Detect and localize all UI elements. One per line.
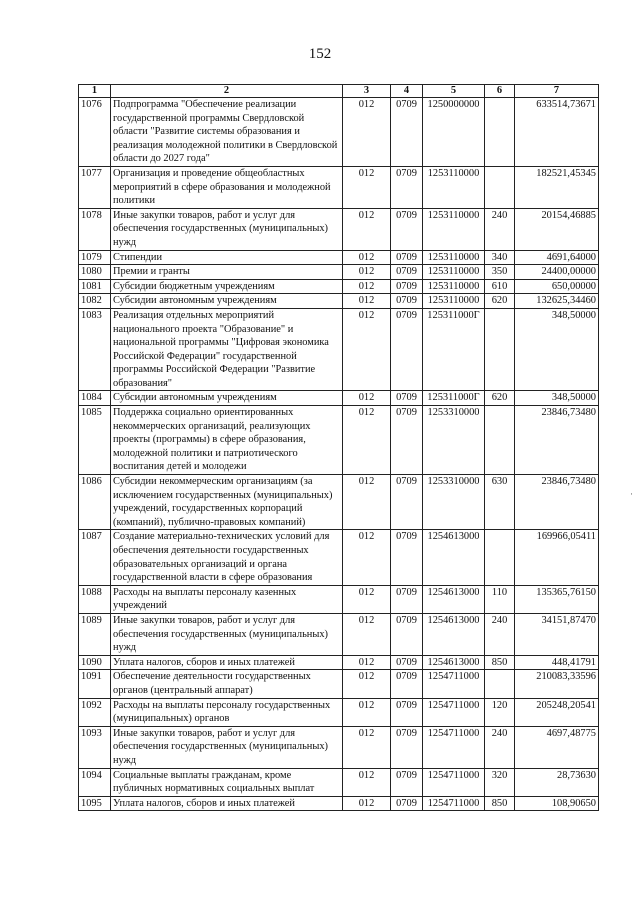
row-amount: 4697,48775	[515, 726, 599, 768]
row-code-6: 630	[485, 475, 515, 530]
row-code-3: 012	[343, 208, 391, 250]
table-row	[79, 475, 599, 530]
row-code-5: 1254613000	[423, 613, 485, 655]
row-code-5: 1250000000	[423, 98, 485, 167]
row-code-3: 012	[343, 406, 391, 475]
row-code-6	[485, 670, 515, 698]
row-name: Субсидии бюджетным учреждениям	[111, 279, 343, 294]
row-amount: 135365,76150	[515, 585, 599, 613]
row-number: 1086	[79, 475, 111, 530]
row-code-4: 0709	[391, 265, 423, 280]
row-code-6	[485, 406, 515, 475]
row-code-3: 012	[343, 294, 391, 309]
row-code-4: 0709	[391, 208, 423, 250]
row-code-3: 012	[343, 530, 391, 585]
row-code-3: 012	[343, 475, 391, 530]
table-row	[79, 250, 599, 265]
column-header-6: 6	[485, 85, 515, 98]
row-code-6: 240	[485, 208, 515, 250]
row-name: Расходы на выплаты персоналу казенных учреждений	[111, 585, 343, 613]
table-header	[79, 85, 599, 98]
row-code-3: 012	[343, 250, 391, 265]
row-code-6: 850	[485, 796, 515, 811]
row-code-6: 620	[485, 391, 515, 406]
table-row	[79, 208, 599, 250]
row-number: 1077	[79, 166, 111, 208]
row-code-3: 012	[343, 166, 391, 208]
row-code-4: 0709	[391, 613, 423, 655]
row-code-6	[485, 530, 515, 585]
row-code-5: 125311000Г	[423, 391, 485, 406]
row-amount: 205248,20541	[515, 698, 599, 726]
row-code-4: 0709	[391, 250, 423, 265]
column-header-2: 2	[111, 85, 343, 98]
table-row	[79, 613, 599, 655]
row-code-5: 1254711000	[423, 768, 485, 796]
row-name: Создание материально-технических условий для обеспечения деятельности государственных образовательных организаций и органа государственной власти в сфере образования	[111, 530, 343, 585]
table-row	[79, 698, 599, 726]
row-name: Премии и гранты	[111, 265, 343, 280]
row-code-4: 0709	[391, 585, 423, 613]
row-code-5: 1253110000	[423, 279, 485, 294]
row-code-5: 1253110000	[423, 208, 485, 250]
row-code-3: 012	[343, 613, 391, 655]
row-number: 1082	[79, 294, 111, 309]
row-amount: 34151,87470	[515, 613, 599, 655]
row-code-3: 012	[343, 585, 391, 613]
budget-table	[78, 84, 599, 811]
row-name: Уплата налогов, сборов и иных платежей	[111, 655, 343, 670]
row-code-3: 012	[343, 391, 391, 406]
row-code-4: 0709	[391, 768, 423, 796]
row-code-4: 0709	[391, 308, 423, 391]
row-code-3: 012	[343, 768, 391, 796]
row-code-4: 0709	[391, 726, 423, 768]
column-header-5: 5	[423, 85, 485, 98]
row-name: Обеспечение деятельности государственных органов (центральный аппарат)	[111, 670, 343, 698]
row-code-5: 1254613000	[423, 585, 485, 613]
table-row	[79, 98, 599, 167]
table-row	[79, 655, 599, 670]
row-number: 1079	[79, 250, 111, 265]
row-code-4: 0709	[391, 166, 423, 208]
row-amount: 448,41791	[515, 655, 599, 670]
row-amount: 108,90650	[515, 796, 599, 811]
row-amount: 650,00000	[515, 279, 599, 294]
row-name: Иные закупки товаров, работ и услуг для обеспечения государственных (муниципальных) нужд	[111, 613, 343, 655]
row-name: Иные закупки товаров, работ и услуг для обеспечения государственных (муниципальных) нужд	[111, 726, 343, 768]
table-row	[79, 530, 599, 585]
row-name: Уплата налогов, сборов и иных платежей	[111, 796, 343, 811]
row-amount: 23846,73480	[515, 406, 599, 475]
row-code-5: 1254711000	[423, 670, 485, 698]
row-number: 1083	[79, 308, 111, 391]
row-code-4: 0709	[391, 98, 423, 167]
row-code-6	[485, 308, 515, 391]
header-row	[79, 85, 599, 98]
row-code-5: 1253110000	[423, 250, 485, 265]
table-body	[79, 98, 599, 811]
row-number: 1076	[79, 98, 111, 167]
row-code-5: 1253110000	[423, 294, 485, 309]
row-code-3: 012	[343, 265, 391, 280]
table-row	[79, 391, 599, 406]
row-code-4: 0709	[391, 530, 423, 585]
row-amount: 24400,00000	[515, 265, 599, 280]
table-row	[79, 265, 599, 280]
row-code-5: 1254711000	[423, 726, 485, 768]
row-number: 1094	[79, 768, 111, 796]
row-name: Подпрограмма "Обеспечение реализации государственной программы Свердловской области "Развитие системы образования и реализация молодежной политики в Свердловской области до 2027 года"	[111, 98, 343, 167]
row-number: 1091	[79, 670, 111, 698]
row-amount: 20154,46885	[515, 208, 599, 250]
row-name: Стипендии	[111, 250, 343, 265]
row-code-6: 240	[485, 613, 515, 655]
row-code-6: 120	[485, 698, 515, 726]
row-amount: 348,50000	[515, 308, 599, 391]
table-row	[79, 726, 599, 768]
column-header-7: 7	[515, 85, 599, 98]
row-number: 1093	[79, 726, 111, 768]
row-amount: 132625,34460	[515, 294, 599, 309]
row-name: Субсидии автономным учреждениям	[111, 294, 343, 309]
table-row	[79, 294, 599, 309]
row-number: 1092	[79, 698, 111, 726]
table-row	[79, 279, 599, 294]
row-code-5: 1253310000	[423, 475, 485, 530]
row-number: 1084	[79, 391, 111, 406]
row-number: 1085	[79, 406, 111, 475]
row-code-6: 240	[485, 726, 515, 768]
row-name: Субсидии некоммерческим организациям (за исключением государственных (муниципальных) учреждений, государственных корпораций (компаний), публично-правовых компаний)	[111, 475, 343, 530]
table-row	[79, 308, 599, 391]
row-name: Иные закупки товаров, работ и услуг для обеспечения государственных (муниципальных) нужд	[111, 208, 343, 250]
row-number: 1087	[79, 530, 111, 585]
row-code-4: 0709	[391, 655, 423, 670]
row-code-6: 320	[485, 768, 515, 796]
row-number: 1090	[79, 655, 111, 670]
row-code-4: 0709	[391, 279, 423, 294]
row-code-4: 0709	[391, 698, 423, 726]
row-amount: 633514,73671	[515, 98, 599, 167]
row-code-4: 0709	[391, 796, 423, 811]
column-header-1: 1	[79, 85, 111, 98]
row-code-6: 110	[485, 585, 515, 613]
table-row	[79, 768, 599, 796]
row-code-3: 012	[343, 279, 391, 294]
table-row	[79, 166, 599, 208]
row-number: 1081	[79, 279, 111, 294]
row-amount: 210083,33596	[515, 670, 599, 698]
row-amount: 182521,45345	[515, 166, 599, 208]
row-amount: 4691,64000	[515, 250, 599, 265]
margin-mark: ·	[630, 489, 633, 499]
row-code-4: 0709	[391, 406, 423, 475]
row-number: 1089	[79, 613, 111, 655]
row-code-4: 0709	[391, 475, 423, 530]
row-name: Поддержка социально ориентированных некоммерческих организаций, реализующих проекты (программы) в сфере образования, молодежной политики и патриотического воспитания детей и молодежи	[111, 406, 343, 475]
row-number: 1078	[79, 208, 111, 250]
row-code-6	[485, 166, 515, 208]
table-row	[79, 670, 599, 698]
row-name: Расходы на выплаты персоналу государственных (муниципальных) органов	[111, 698, 343, 726]
row-code-3: 012	[343, 726, 391, 768]
row-number: 1095	[79, 796, 111, 811]
row-amount: 348,50000	[515, 391, 599, 406]
row-code-6: 610	[485, 279, 515, 294]
row-code-5: 1253110000	[423, 166, 485, 208]
row-code-3: 012	[343, 655, 391, 670]
row-code-3: 012	[343, 670, 391, 698]
row-code-6: 350	[485, 265, 515, 280]
row-name: Субсидии автономным учреждениям	[111, 391, 343, 406]
row-name: Реализация отдельных мероприятий национального проекта "Образование" и национальной программы "Цифровая экономика Российской Федерации" государственной программы Российской Федерации "Развитие образования"	[111, 308, 343, 391]
row-code-4: 0709	[391, 294, 423, 309]
row-amount: 169966,05411	[515, 530, 599, 585]
row-name: Организация и проведение общеобластных мероприятий в сфере образования и молодежной политики	[111, 166, 343, 208]
row-code-5: 1253310000	[423, 406, 485, 475]
row-amount: 28,73630	[515, 768, 599, 796]
column-header-3: 3	[343, 85, 391, 98]
row-number: 1088	[79, 585, 111, 613]
row-code-5: 125311000Г	[423, 308, 485, 391]
row-code-6: 620	[485, 294, 515, 309]
row-code-5: 1254711000	[423, 698, 485, 726]
row-code-3: 012	[343, 308, 391, 391]
row-code-5: 1254613000	[423, 530, 485, 585]
row-code-3: 012	[343, 98, 391, 167]
row-code-6	[485, 98, 515, 167]
row-code-4: 0709	[391, 670, 423, 698]
row-code-4: 0709	[391, 391, 423, 406]
column-header-4: 4	[391, 85, 423, 98]
table-row	[79, 585, 599, 613]
row-code-6: 850	[485, 655, 515, 670]
row-code-5: 1253110000	[423, 265, 485, 280]
table-row	[79, 406, 599, 475]
row-code-3: 012	[343, 698, 391, 726]
row-code-5: 1254613000	[423, 655, 485, 670]
page-number: 152	[308, 46, 332, 62]
table-row	[79, 796, 599, 811]
row-number: 1080	[79, 265, 111, 280]
row-code-6: 340	[485, 250, 515, 265]
row-code-3: 012	[343, 796, 391, 811]
row-name: Социальные выплаты гражданам, кроме публичных нормативных социальных выплат	[111, 768, 343, 796]
row-amount: 23846,73480	[515, 475, 599, 530]
row-code-5: 1254711000	[423, 796, 485, 811]
